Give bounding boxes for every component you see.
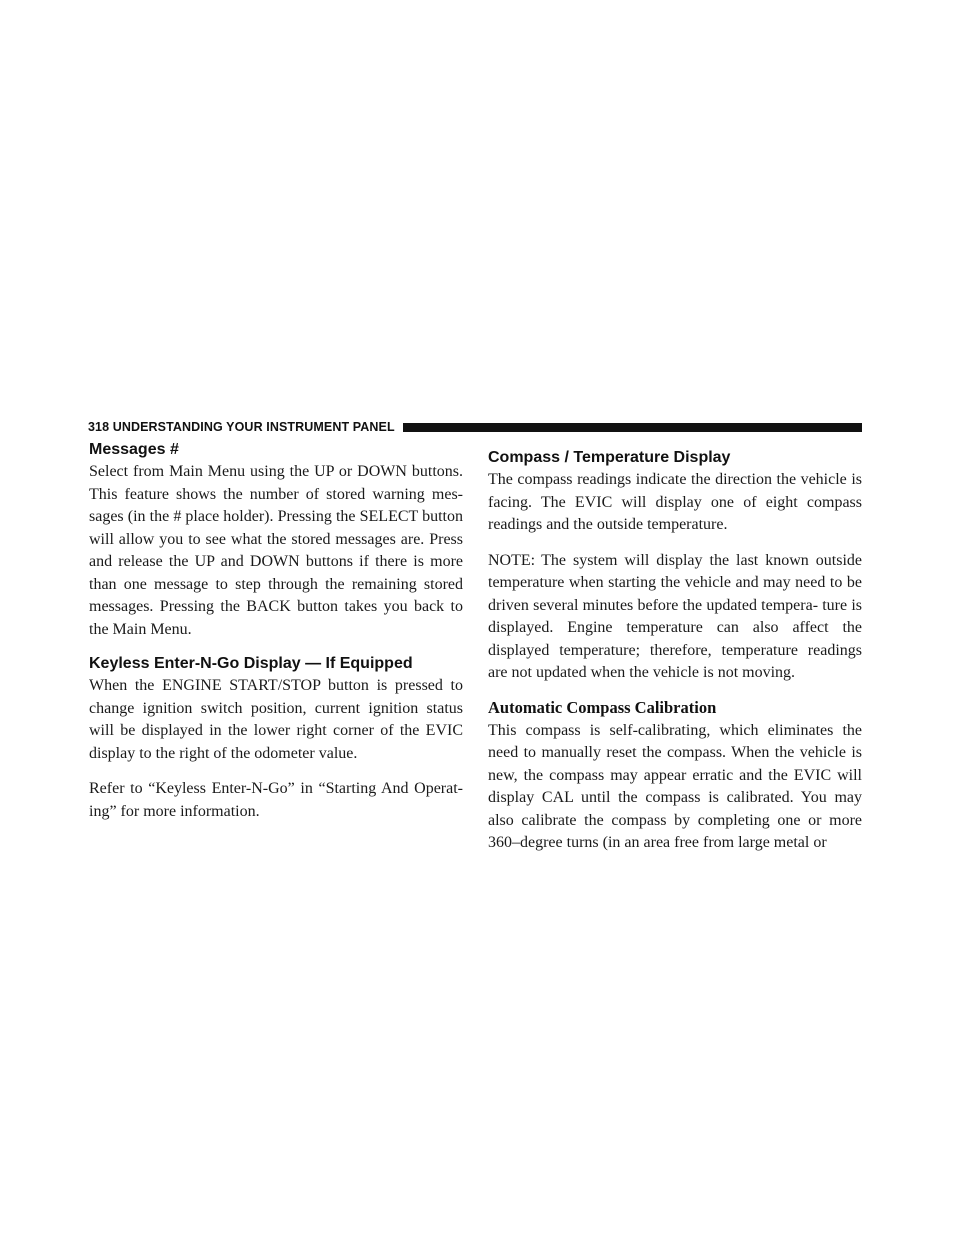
note-text: The system will display the last known outside temperature when starting the vehicle and may need to be driven several minutes before the updated tempera- ture is displayed. Engine temperature can also affect the displayed temperature; therefore, temperature readings are not updated when the vehicle is not moving. [488,551,862,681]
right-column [488,440,862,868]
section-title: UNDERSTANDING YOUR INSTRUMENT PANEL [112,420,395,434]
page-number: 318 [88,420,110,434]
page-header [88,419,862,435]
messages-heading: Messages # [89,441,179,458]
page-header-label [88,420,403,434]
compass-body: The compass readings indicate the direction the vehicle is facing. The EVIC will display one of eight compass readings and the outside temperature. [488,471,862,533]
header-rule [403,423,862,432]
note-label: NOTE: [488,551,536,569]
left-column [89,440,463,836]
calibration-body: This compass is self-calibrating, which eliminates the need to manually reset the compass. When the vehicle is new, the compass may appear erratic and the EVIC will display CAL until the compass is calibrated. You may also calibrate the compass by completing one or more 360–degree turns (in an area free from large metal or [488,721,862,851]
calibration-heading: Automatic Compass Calibration [488,697,717,717]
keyless-heading: Keyless Enter-N-Go Display — If Equipped [89,655,413,672]
messages-body: Select from Main Menu using the UP or DOWN buttons. This feature shows the number of stored warning mes- sages (in the # place holder). Pressing the SELECT button will allow you to see what the stored messages are. Press and release the UP and DOWN buttons if there is more than one message to step through the remaining stored messages. Pressing the BACK button takes you back to the Main Menu. [89,463,463,638]
keyless-body-1: When the ENGINE START/STOP button is pressed to change ignition switch position, current ignition status will be displayed in the lower right corner of the EVIC display to the right of the odometer value. [89,677,463,762]
compass-heading: Compass / Temperature Display [488,449,731,466]
compass-note [488,550,862,685]
keyless-body-2: Refer to “Keyless Enter-N-Go” in “Starting And Operat- ing” for more information. [89,780,463,820]
